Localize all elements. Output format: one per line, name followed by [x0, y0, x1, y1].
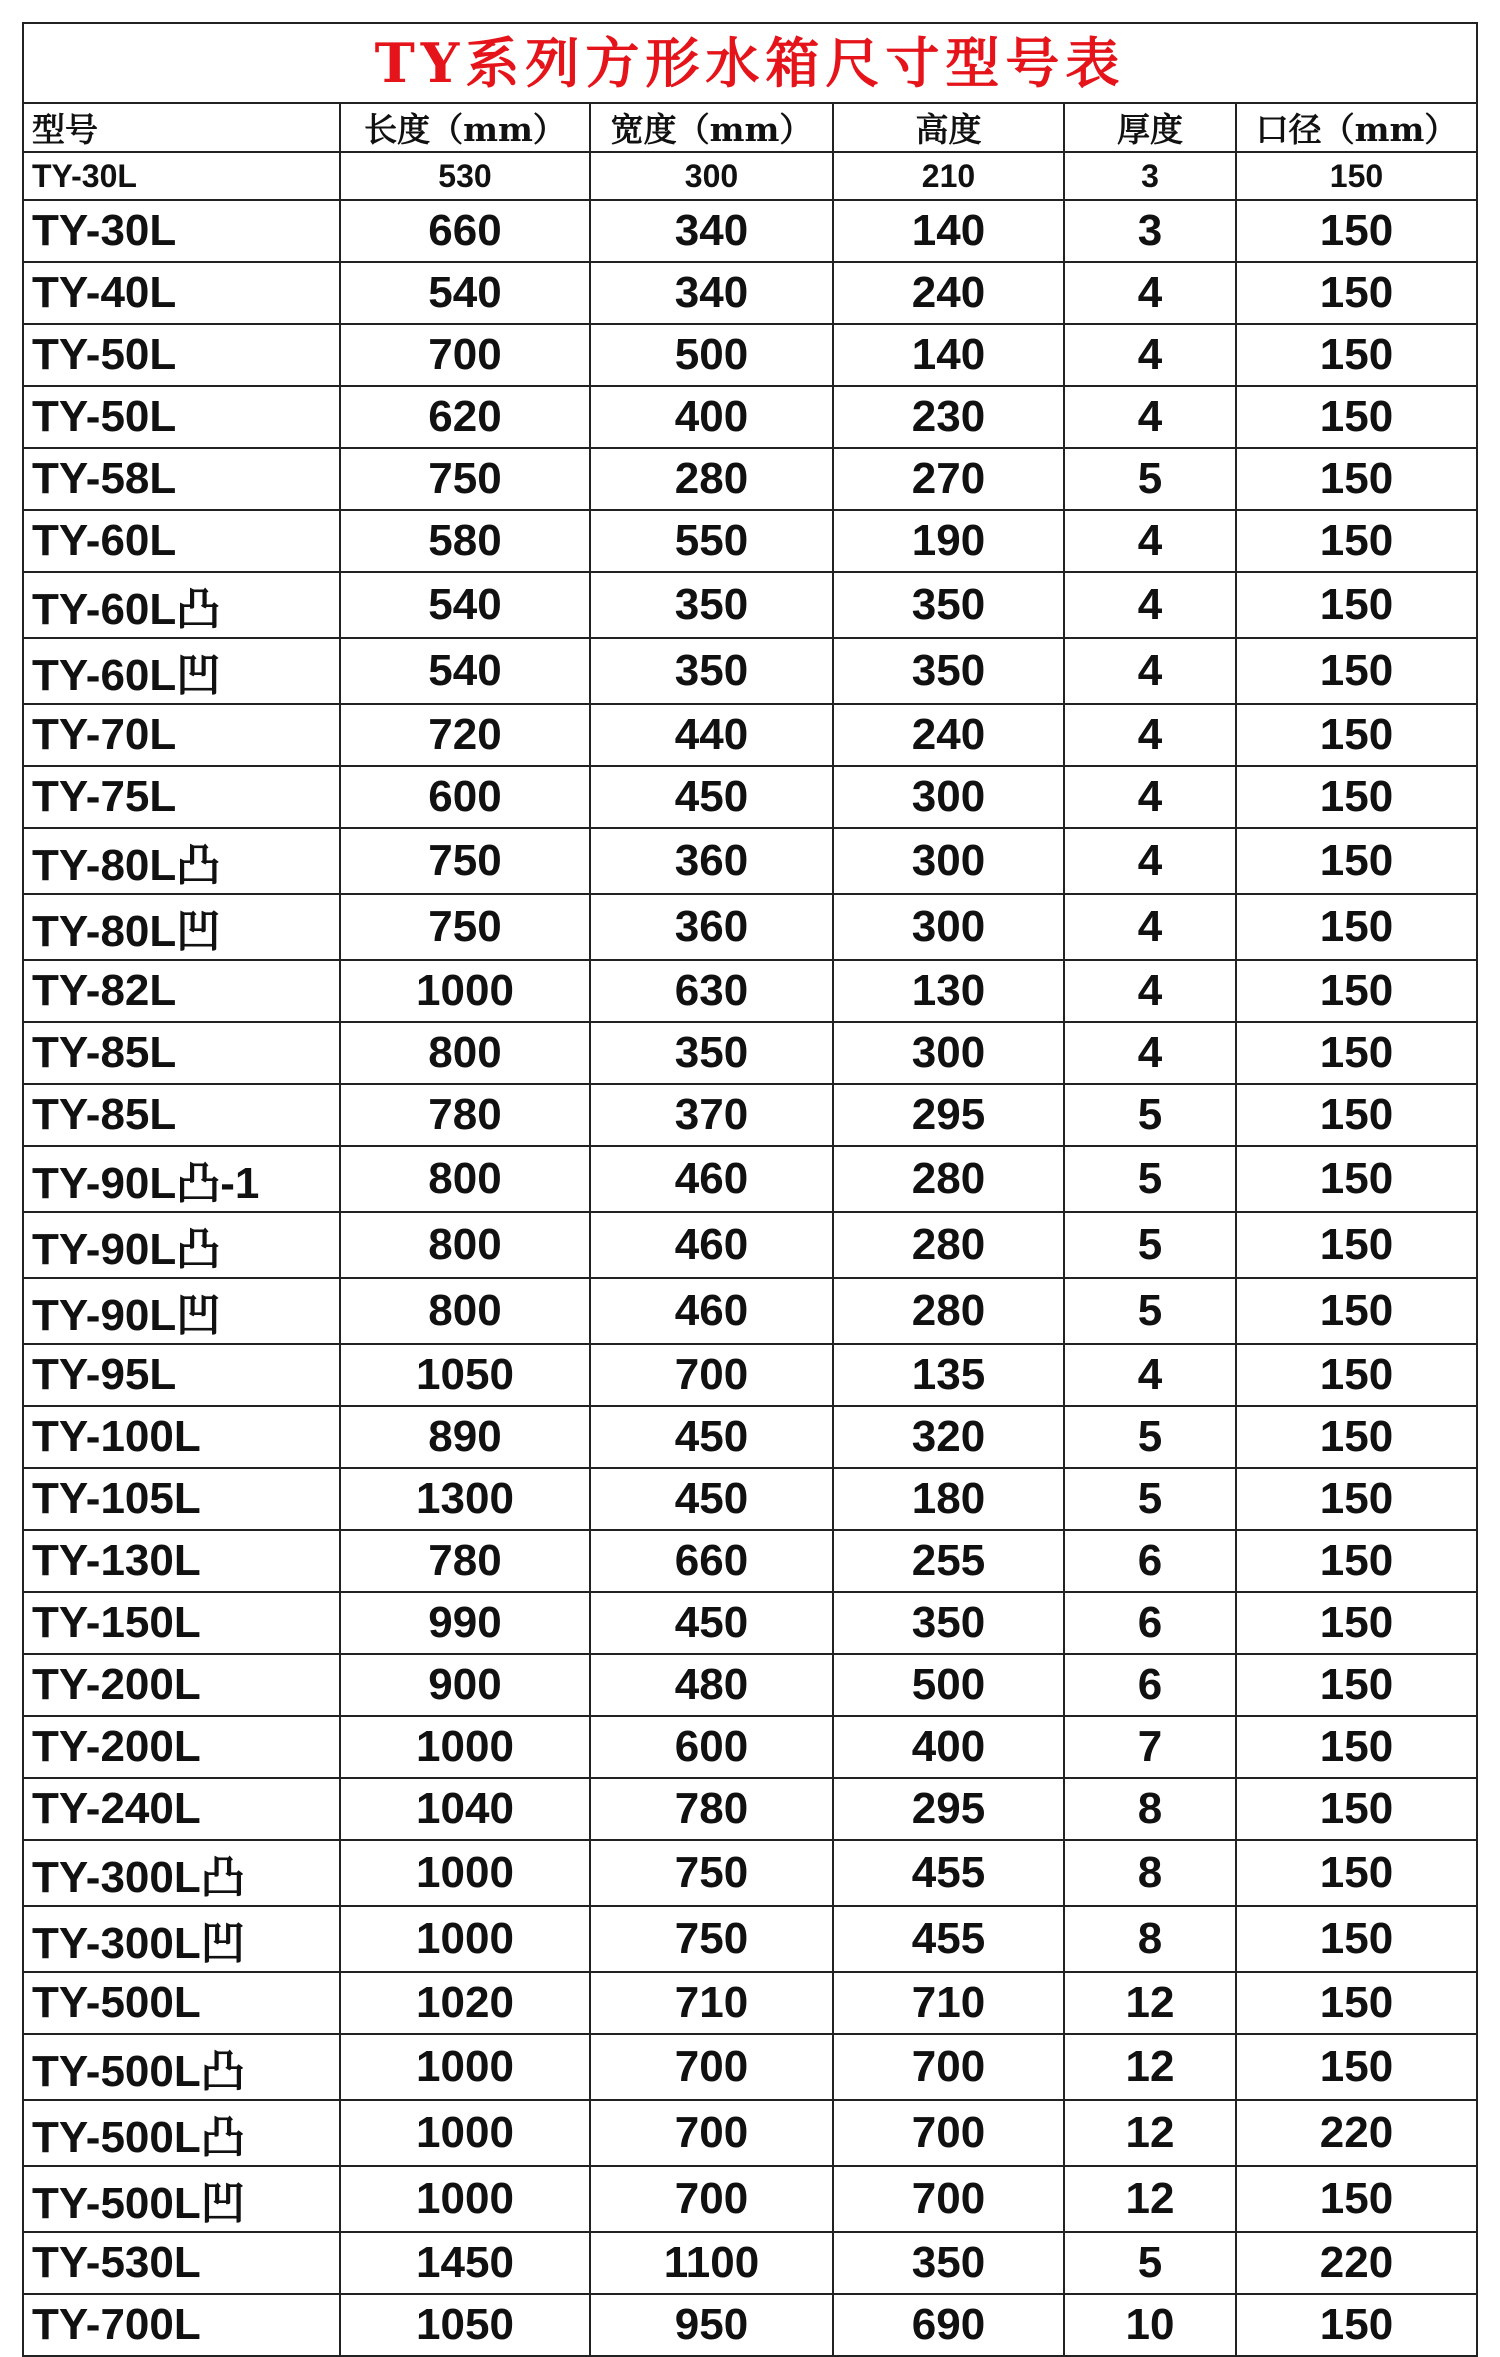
cell-thickness: 4: [1064, 262, 1236, 324]
cell-width: 370: [590, 1084, 833, 1146]
cell-length: 750: [340, 828, 590, 894]
cell-model: TY-40L: [24, 262, 340, 324]
cell-length: 990: [340, 1592, 590, 1654]
cell-width: 550: [590, 510, 833, 572]
cell-length: 890: [340, 1406, 590, 1468]
cell-height: 135: [833, 1344, 1064, 1406]
cell-caliber: 150: [1236, 638, 1476, 704]
cell-height: 690: [833, 2294, 1064, 2356]
cell-width: 300: [590, 152, 833, 200]
cell-thickness: 4: [1064, 1344, 1236, 1406]
cell-thickness: 7: [1064, 1716, 1236, 1778]
cell-model: TY-90L凹: [24, 1278, 340, 1344]
cell-thickness: 4: [1064, 704, 1236, 766]
cell-thickness: 6: [1064, 1654, 1236, 1716]
cell-width: 360: [590, 828, 833, 894]
cell-height: 190: [833, 510, 1064, 572]
table-title: TY系列方形水箱尺寸型号表: [374, 31, 1126, 95]
cell-height: 400: [833, 1716, 1064, 1778]
cell-width: 340: [590, 200, 833, 262]
cell-length: 780: [340, 1084, 590, 1146]
cell-width: 350: [590, 1022, 833, 1084]
cell-height: 300: [833, 828, 1064, 894]
cell-thickness: 3: [1064, 200, 1236, 262]
cell-height: 140: [833, 200, 1064, 262]
cell-thickness: 5: [1064, 1468, 1236, 1530]
table-row: [24, 572, 1476, 638]
cell-length: 700: [340, 324, 590, 386]
cell-height: 350: [833, 2232, 1064, 2294]
cell-height: 700: [833, 2166, 1064, 2232]
cell-thickness: 12: [1064, 1972, 1236, 2034]
cell-thickness: 12: [1064, 2166, 1236, 2232]
cell-thickness: 3: [1064, 152, 1236, 200]
cell-width: 750: [590, 1906, 833, 1972]
cell-length: 1020: [340, 1972, 590, 2034]
cell-thickness: 5: [1064, 2232, 1236, 2294]
table-row: [24, 152, 1476, 200]
cell-width: 360: [590, 894, 833, 960]
cell-height: 210: [833, 152, 1064, 200]
cell-length: 1000: [340, 960, 590, 1022]
cell-model: TY-95L: [24, 1344, 340, 1406]
cell-length: 1000: [340, 2034, 590, 2100]
cell-height: 255: [833, 1530, 1064, 1592]
table-row: [24, 638, 1476, 704]
cell-width: 340: [590, 262, 833, 324]
table-row: [24, 1716, 1476, 1778]
cell-width: 400: [590, 386, 833, 448]
table-row: [24, 1654, 1476, 1716]
cell-caliber: 150: [1236, 1468, 1476, 1530]
cell-caliber: 150: [1236, 386, 1476, 448]
cell-model: TY-130L: [24, 1530, 340, 1592]
cell-thickness: 8: [1064, 1906, 1236, 1972]
cell-caliber: 150: [1236, 1592, 1476, 1654]
cell-caliber: 150: [1236, 324, 1476, 386]
cell-thickness: 4: [1064, 510, 1236, 572]
header-model: 型号: [24, 104, 340, 152]
cell-width: 500: [590, 324, 833, 386]
cell-height: 350: [833, 638, 1064, 704]
cell-model: TY-200L: [24, 1716, 340, 1778]
cell-length: 540: [340, 262, 590, 324]
cell-width: 700: [590, 2100, 833, 2166]
cell-width: 710: [590, 1972, 833, 2034]
cell-caliber: 150: [1236, 1716, 1476, 1778]
table-row: [24, 2294, 1476, 2356]
header-row: [24, 104, 1476, 152]
cell-height: 350: [833, 572, 1064, 638]
cell-model: TY-240L: [24, 1778, 340, 1840]
cell-caliber: 150: [1236, 1778, 1476, 1840]
cell-width: 450: [590, 1468, 833, 1530]
table-row: [24, 1530, 1476, 1592]
cell-height: 500: [833, 1654, 1064, 1716]
table-row: [24, 1344, 1476, 1406]
table-row: [24, 1468, 1476, 1530]
cell-length: 800: [340, 1278, 590, 1344]
cell-length: 1000: [340, 1716, 590, 1778]
table-row: [24, 200, 1476, 262]
table-row: [24, 1778, 1476, 1840]
cell-model: TY-500L凸: [24, 2100, 340, 2166]
cell-length: 1000: [340, 2166, 590, 2232]
table-row: [24, 324, 1476, 386]
cell-height: 180: [833, 1468, 1064, 1530]
table-body: [24, 152, 1476, 2356]
cell-model: TY-85L: [24, 1084, 340, 1146]
cell-length: 600: [340, 766, 590, 828]
cell-width: 750: [590, 1840, 833, 1906]
cell-height: 455: [833, 1906, 1064, 1972]
cell-height: 240: [833, 262, 1064, 324]
table-row: [24, 2034, 1476, 2100]
cell-model: TY-700L: [24, 2294, 340, 2356]
cell-model: TY-80L凹: [24, 894, 340, 960]
cell-length: 540: [340, 572, 590, 638]
cell-model: TY-500L凸: [24, 2034, 340, 2100]
cell-width: 450: [590, 1592, 833, 1654]
cell-caliber: 150: [1236, 828, 1476, 894]
table-row: [24, 960, 1476, 1022]
cell-caliber: 150: [1236, 152, 1476, 200]
cell-length: 580: [340, 510, 590, 572]
cell-thickness: 5: [1064, 1084, 1236, 1146]
table-row: [24, 1146, 1476, 1212]
table-row: [24, 1592, 1476, 1654]
table-row: [24, 2166, 1476, 2232]
cell-model: TY-530L: [24, 2232, 340, 2294]
cell-model: TY-30L: [24, 200, 340, 262]
cell-model: TY-30L: [24, 152, 340, 200]
cell-thickness: 4: [1064, 766, 1236, 828]
cell-height: 280: [833, 1278, 1064, 1344]
cell-width: 350: [590, 572, 833, 638]
table-row: [24, 1840, 1476, 1906]
cell-thickness: 4: [1064, 828, 1236, 894]
table-row: [24, 1972, 1476, 2034]
cell-length: 530: [340, 152, 590, 200]
cell-thickness: 4: [1064, 960, 1236, 1022]
table-row: [24, 2100, 1476, 2166]
cell-model: TY-300L凸: [24, 1840, 340, 1906]
cell-length: 750: [340, 448, 590, 510]
cell-height: 280: [833, 1212, 1064, 1278]
cell-model: TY-60L凸: [24, 572, 340, 638]
table-row: [24, 1406, 1476, 1468]
header-height: 高度: [833, 104, 1064, 152]
cell-length: 800: [340, 1146, 590, 1212]
cell-model: TY-100L: [24, 1406, 340, 1468]
cell-caliber: 150: [1236, 766, 1476, 828]
cell-model: TY-90L凸: [24, 1212, 340, 1278]
table-row: [24, 262, 1476, 324]
cell-length: 540: [340, 638, 590, 704]
cell-thickness: 12: [1064, 2100, 1236, 2166]
cell-caliber: 150: [1236, 1146, 1476, 1212]
cell-height: 300: [833, 766, 1064, 828]
cell-caliber: 220: [1236, 2232, 1476, 2294]
cell-caliber: 220: [1236, 2100, 1476, 2166]
cell-height: 280: [833, 1146, 1064, 1212]
cell-model: TY-80L凸: [24, 828, 340, 894]
cell-length: 1050: [340, 2294, 590, 2356]
cell-model: TY-500L: [24, 1972, 340, 2034]
cell-caliber: 150: [1236, 1212, 1476, 1278]
cell-caliber: 150: [1236, 1654, 1476, 1716]
cell-model: TY-105L: [24, 1468, 340, 1530]
cell-caliber: 150: [1236, 1972, 1476, 2034]
cell-width: 460: [590, 1212, 833, 1278]
cell-width: 600: [590, 1716, 833, 1778]
cell-thickness: 10: [1064, 2294, 1236, 2356]
table-row: [24, 1084, 1476, 1146]
cell-thickness: 4: [1064, 386, 1236, 448]
cell-height: 240: [833, 704, 1064, 766]
cell-height: 140: [833, 324, 1064, 386]
cell-height: 350: [833, 1592, 1064, 1654]
cell-caliber: 150: [1236, 1406, 1476, 1468]
table-row: [24, 828, 1476, 894]
cell-thickness: 4: [1064, 638, 1236, 704]
cell-caliber: 150: [1236, 1084, 1476, 1146]
cell-caliber: 150: [1236, 2294, 1476, 2356]
cell-length: 1000: [340, 2100, 590, 2166]
cell-width: 450: [590, 766, 833, 828]
cell-length: 1450: [340, 2232, 590, 2294]
spec-table: [24, 104, 1476, 2357]
cell-width: 460: [590, 1278, 833, 1344]
cell-thickness: 6: [1064, 1530, 1236, 1592]
header-length: 长度（mm）: [340, 104, 590, 152]
cell-height: 320: [833, 1406, 1064, 1468]
cell-caliber: 150: [1236, 1344, 1476, 1406]
cell-thickness: 4: [1064, 894, 1236, 960]
cell-model: TY-75L: [24, 766, 340, 828]
cell-thickness: 5: [1064, 1406, 1236, 1468]
cell-width: 460: [590, 1146, 833, 1212]
cell-width: 700: [590, 2166, 833, 2232]
table-row: [24, 766, 1476, 828]
cell-model: TY-60L: [24, 510, 340, 572]
cell-caliber: 150: [1236, 1530, 1476, 1592]
cell-height: 130: [833, 960, 1064, 1022]
cell-length: 1040: [340, 1778, 590, 1840]
cell-model: TY-500L凹: [24, 2166, 340, 2232]
cell-height: 455: [833, 1840, 1064, 1906]
cell-length: 900: [340, 1654, 590, 1716]
cell-length: 780: [340, 1530, 590, 1592]
cell-model: TY-50L: [24, 324, 340, 386]
cell-caliber: 150: [1236, 2166, 1476, 2232]
cell-caliber: 150: [1236, 448, 1476, 510]
cell-model: TY-150L: [24, 1592, 340, 1654]
cell-caliber: 150: [1236, 894, 1476, 960]
cell-width: 350: [590, 638, 833, 704]
cell-thickness: 4: [1064, 324, 1236, 386]
spec-sheet: [22, 22, 1478, 2357]
cell-width: 700: [590, 2034, 833, 2100]
cell-length: 1300: [340, 1468, 590, 1530]
cell-width: 700: [590, 1344, 833, 1406]
cell-model: TY-70L: [24, 704, 340, 766]
cell-length: 1000: [340, 1840, 590, 1906]
cell-caliber: 150: [1236, 2034, 1476, 2100]
cell-width: 660: [590, 1530, 833, 1592]
cell-caliber: 150: [1236, 572, 1476, 638]
table-row: [24, 2232, 1476, 2294]
cell-model: TY-200L: [24, 1654, 340, 1716]
cell-height: 230: [833, 386, 1064, 448]
cell-height: 295: [833, 1084, 1064, 1146]
cell-caliber: 150: [1236, 1840, 1476, 1906]
title-row: [24, 24, 1476, 104]
table-row: [24, 448, 1476, 510]
cell-caliber: 150: [1236, 1022, 1476, 1084]
cell-thickness: 8: [1064, 1840, 1236, 1906]
cell-thickness: 4: [1064, 572, 1236, 638]
cell-length: 620: [340, 386, 590, 448]
header-caliber: 口径（mm）: [1236, 104, 1476, 152]
cell-height: 270: [833, 448, 1064, 510]
header-thickness: 厚度: [1064, 104, 1236, 152]
cell-height: 295: [833, 1778, 1064, 1840]
cell-caliber: 150: [1236, 960, 1476, 1022]
cell-height: 300: [833, 1022, 1064, 1084]
cell-width: 280: [590, 448, 833, 510]
cell-thickness: 5: [1064, 1212, 1236, 1278]
cell-length: 800: [340, 1022, 590, 1084]
cell-model: TY-85L: [24, 1022, 340, 1084]
cell-width: 1100: [590, 2232, 833, 2294]
cell-length: 1050: [340, 1344, 590, 1406]
cell-thickness: 12: [1064, 2034, 1236, 2100]
table-row: [24, 1212, 1476, 1278]
cell-model: TY-50L: [24, 386, 340, 448]
cell-thickness: 5: [1064, 1146, 1236, 1212]
cell-thickness: 5: [1064, 448, 1236, 510]
cell-caliber: 150: [1236, 1278, 1476, 1344]
cell-thickness: 4: [1064, 1022, 1236, 1084]
cell-caliber: 150: [1236, 200, 1476, 262]
cell-height: 300: [833, 894, 1064, 960]
cell-width: 440: [590, 704, 833, 766]
table-row: [24, 386, 1476, 448]
cell-length: 1000: [340, 1906, 590, 1972]
cell-length: 660: [340, 200, 590, 262]
cell-width: 450: [590, 1406, 833, 1468]
table-row: [24, 1906, 1476, 1972]
cell-height: 700: [833, 2034, 1064, 2100]
cell-caliber: 150: [1236, 1906, 1476, 1972]
cell-width: 780: [590, 1778, 833, 1840]
cell-width: 480: [590, 1654, 833, 1716]
cell-model: TY-90L凸-1: [24, 1146, 340, 1212]
cell-caliber: 150: [1236, 262, 1476, 324]
cell-thickness: 5: [1064, 1278, 1236, 1344]
cell-model: TY-60L凹: [24, 638, 340, 704]
cell-model: TY-58L: [24, 448, 340, 510]
cell-width: 950: [590, 2294, 833, 2356]
cell-width: 630: [590, 960, 833, 1022]
cell-length: 720: [340, 704, 590, 766]
cell-caliber: 150: [1236, 704, 1476, 766]
table-row: [24, 1278, 1476, 1344]
table-row: [24, 894, 1476, 960]
table-row: [24, 1022, 1476, 1084]
cell-length: 750: [340, 894, 590, 960]
table-row: [24, 704, 1476, 766]
cell-model: TY-82L: [24, 960, 340, 1022]
table-row: [24, 510, 1476, 572]
header-width: 宽度（mm）: [590, 104, 833, 152]
cell-height: 700: [833, 2100, 1064, 2166]
cell-length: 800: [340, 1212, 590, 1278]
cell-caliber: 150: [1236, 510, 1476, 572]
cell-thickness: 6: [1064, 1592, 1236, 1654]
cell-thickness: 8: [1064, 1778, 1236, 1840]
cell-model: TY-300L凹: [24, 1906, 340, 1972]
cell-height: 710: [833, 1972, 1064, 2034]
